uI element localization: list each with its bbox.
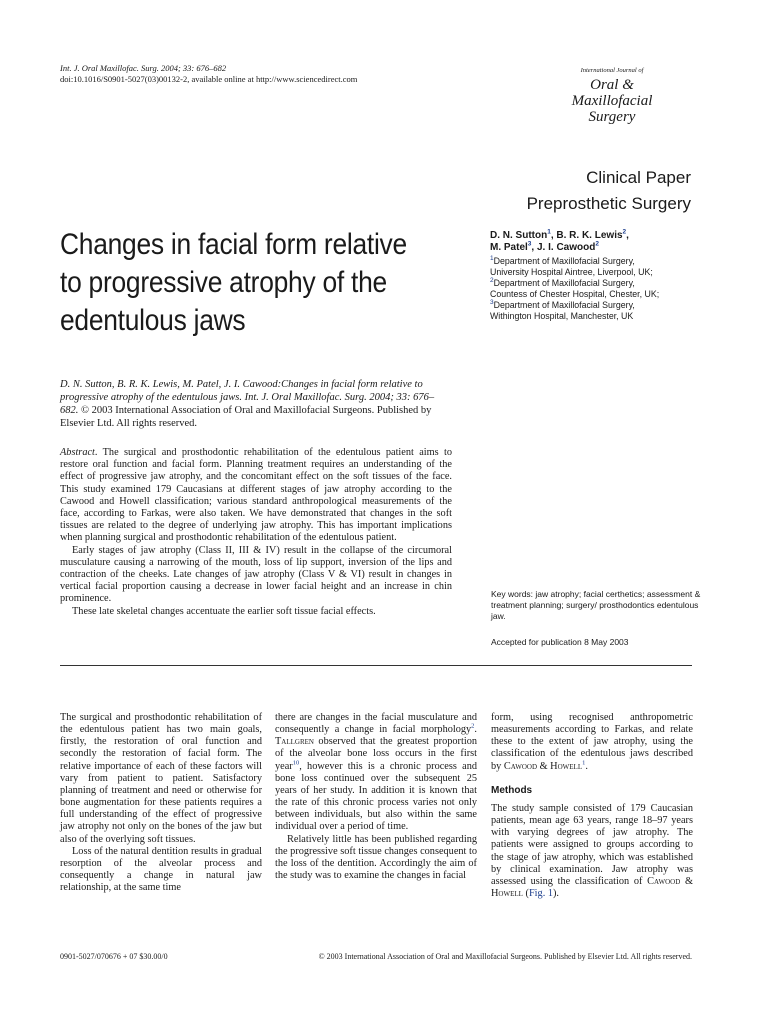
body-paragraph: The surgical and prosthodontic rehabilitation of the edentulous patient has two main goals, firstly, the restoration of oral function and secondly the restoration of facial form. The relative importance of each of these factors will vary from patient to patient. Satisfactory planning of treatment and need or otherwise for bone augmentation for these patients requires a full understanding of the effect of progressive jaw atrophy not only on the bones of the jaw but also of the overlying soft tissues. (60, 712, 262, 845)
abstract-paragraph: These late skeletal changes accentuate the earlier soft tissue facial effects. (72, 605, 376, 617)
author-separator: , (626, 230, 629, 241)
author-separator: , (550, 230, 557, 241)
accepted-date: Accepted for publication 8 May 2003 (491, 637, 629, 647)
reference-copyright: © 2003 International Association of Oral and Maxillofacial Surgeons. Published by Elsevier Ltd. All rights reserved. (60, 405, 432, 429)
affiliation (490, 300, 710, 322)
body-paragraph (491, 803, 693, 900)
abstract-paragraph: Early stages of jaw atrophy (Class II, III & IV) result in the collapse of the circumoral musculature causing a narrowing of the mouth, loss of lip support, inversion of the lips and contraction of the cheeks. Late changes of jaw atrophy (Class V & VI) result in changes in vertical facial proportion causing a decrease in lower facial height and an increase in chin prominence. (60, 544, 452, 605)
affiliation-line: Department of Maxillofacial Surgery, (493, 278, 635, 288)
doi-line: doi:10.1016/S0901-5027(03)00132-2, available online at http://www.sciencedirect.com (60, 74, 358, 84)
affiliation-line: University Hospital Aintree, Liverpool, UK; (490, 267, 653, 277)
body-text: there are changes in the facial musculature and consequently a change in facial morphology (275, 712, 477, 736)
body-column-2 (275, 712, 477, 882)
author-affil-link[interactable]: 1 (547, 228, 551, 236)
journal-logo (552, 68, 672, 125)
reference-citation (60, 378, 450, 430)
body-text: The study sample consisted of 179 Caucasian patients, mean age 63 years, range 18–97 years with varying degrees of jaw atrophy. The patients were assigned to groups according to the stage of jaw atrophy, which was established by clinical examination. Jaw atrophy was assessed using the classification of (491, 802, 693, 887)
author-affil-link[interactable]: 2 (622, 228, 627, 236)
journal-logo-line2: Maxillofacial (571, 92, 653, 109)
body-text: , however this is a chronic process and bone loss continued over the subsequent 25 years of her study. In addition it is known that the rate of this chronic process varies not only between individuals, but also within the same individual over a period of time. (275, 760, 477, 833)
author-citation: Cawood & Howell (503, 760, 583, 772)
body-paragraph (491, 712, 693, 773)
author-affil-link[interactable]: 2 (595, 240, 599, 248)
body-text: observed that the greatest proportion of the alveolar bone loss occurs in the first year (275, 736, 477, 772)
affiliation-line: Countess of Chester Hospital, Chester, UK; (490, 289, 660, 299)
reference-link[interactable]: 1 (582, 759, 586, 767)
author-name: B. R. K. Lewis (556, 230, 623, 241)
author-name: M. Patel (490, 242, 528, 253)
abstract-paragraph (60, 447, 452, 545)
paper-section: Preprosthetic Surgery (526, 194, 691, 213)
affiliation-number: 1 (490, 255, 494, 263)
journal-citation (60, 63, 357, 85)
figure-link[interactable]: Fig. 1 (528, 888, 553, 900)
reference-link[interactable]: 10 (292, 759, 300, 767)
citation-line: Int. J. Oral Maxillofac. Surg. 2004; 33: 676–682 (60, 63, 227, 73)
section-divider (60, 665, 692, 666)
author-name: J. I. Cawood (536, 242, 596, 253)
body-paragraph: Loss of the natural dentition results in gradual resorption of the alveolar process and consequently a change in natural jaw relationship, at the same time (60, 845, 262, 894)
author-affil-link[interactable]: 3 (527, 240, 532, 248)
journal-logo-line1: Oral & (590, 76, 634, 93)
affiliation-line: Department of Maxillofacial Surgery, (493, 256, 635, 266)
body-text: ). (553, 888, 560, 900)
footer-code: 0901-5027/070676 + 07 $30.00/0 (60, 952, 168, 961)
body-text: form, using recognised anthropometric measurements according to Farkas, and relate these to the extent of jaw atrophy, using the classification of the edentulous jaws described by (491, 712, 693, 772)
affiliation-number: 3 (490, 299, 494, 307)
reference-italic: D. N. Sutton, B. R. K. Lewis, M. Patel, J. I. Cawood:Changes in facial form relative to progressive atrophy of the edentulous jaws. Int. J. Oral Maxillofac. Surg. 2004; 33: 676–682. (60, 379, 435, 416)
abstract (60, 447, 452, 618)
affiliation-number: 2 (490, 277, 494, 285)
author-citation: Cawood & Howell (491, 875, 693, 900)
body-column-3 (491, 712, 693, 900)
abstract-text: . The surgical and prosthodontic rehabilitation of the edentulous patient aims to restore oral function and facial form. Planning treatment requires an understanding of the effect of progressive jaw atrophy, and the concomitant effect on the soft tissues of the face. This study examined 179 Caucasians at different stages of jaw atrophy according to the Cawood and Howell classification; various standard anthropological measurements of the face, according to Farkas, were also taken. We have demonstrated that changes in the soft tissues are related to the degree of underlying jaw atrophy. This has important implications when planning surgical and prosthodontic rehabilitation of the edentulous patient. (60, 447, 452, 544)
affiliation-list (490, 256, 710, 322)
affiliation (490, 256, 710, 278)
body-paragraph: Relatively little has been published regarding the progressive soft tissue changes consequent to the loss of the dentition. Accordingly the aim of the study was to examine the changes in facial (275, 833, 477, 882)
affiliation (490, 278, 710, 300)
author-separator: , (531, 242, 537, 253)
paper-type: Clinical Paper (586, 168, 691, 187)
body-text: . (474, 724, 477, 736)
authors-block (490, 230, 710, 322)
journal-logo-line3: Surgery (588, 108, 636, 125)
keywords: Key words: jaw atrophy; facial certhetics; assessment & treatment planning; surgery/ prosthodontics edentulous jaw. (491, 589, 701, 621)
body-text: ( (522, 888, 529, 900)
body-text: . (585, 760, 588, 772)
author-citation: Tallgren (275, 736, 314, 748)
affiliation-line: Withington Hospital, Manchester, UK (490, 311, 634, 321)
article-title: Changes in facial form relative to progressive atrophy of the edentulous jaws (60, 228, 407, 337)
affiliation-line: Department of Maxillofacial Surgery, (493, 300, 635, 310)
author-list (490, 230, 710, 254)
journal-logo-small: International Journal of (580, 67, 644, 74)
abstract-label: Abstract (60, 447, 95, 458)
reference-link[interactable]: 2 (471, 722, 475, 730)
body-column-1 (60, 712, 262, 894)
footer-copyright: © 2003 International Association of Oral and Maxillofacial Surgeons. Published by Elsevier Ltd. All rights reserved. (318, 952, 692, 961)
paper-category (527, 165, 691, 217)
body-paragraph (275, 712, 477, 834)
author-name: D. N. Sutton (490, 230, 548, 241)
methods-heading: Methods (491, 784, 533, 796)
